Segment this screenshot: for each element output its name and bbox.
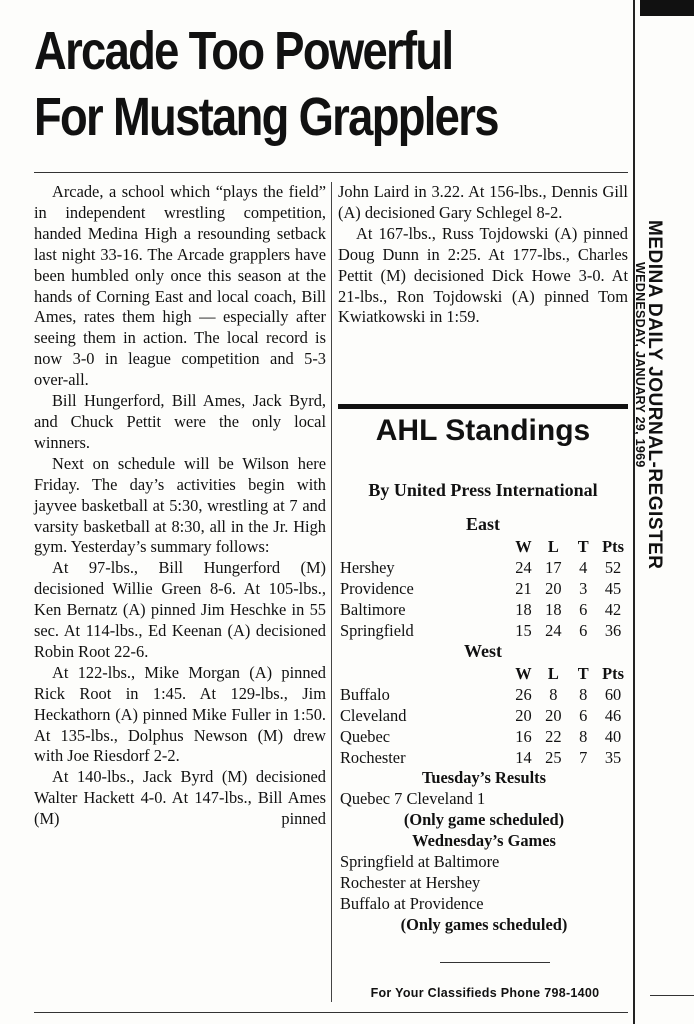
losses: 22: [545, 726, 562, 746]
points: 40: [604, 726, 622, 746]
team-name: Cleveland: [340, 705, 407, 725]
team-name: Baltimore: [340, 599, 406, 619]
column-divider: [331, 182, 332, 1002]
standings-title: AHL Standings: [375, 414, 591, 447]
west-standings-table: [340, 664, 628, 769]
ties: 6: [579, 705, 588, 725]
column-header: L: [547, 664, 559, 683]
table-row: [340, 748, 628, 769]
wins: 26: [515, 684, 532, 704]
team-name: Rochester: [340, 747, 406, 767]
ties: 7: [579, 747, 588, 767]
points: 35: [604, 747, 622, 767]
points: 36: [604, 620, 622, 640]
schedule-note: (Only game scheduled): [403, 809, 565, 829]
losses: 24: [545, 620, 562, 640]
article-paragraph: Arcade, a school which “plays the field” in independent wrestling competition, handed Medina High a resounding setback last night 33-16. The Arcade grapplers have been humbled only once this season at the hands of Corning East and local coach, Bill Ames, rates them high — especially after seeing them in action. The local record is now 3-0 in league competition and 5-3 over-all.: [34, 182, 326, 390]
table-header-row: [340, 664, 628, 685]
wins: 21: [515, 578, 532, 598]
wins: 15: [515, 620, 532, 640]
wednesday-games-heading: Wednesday’s Games: [412, 831, 556, 850]
headline-line-1: Arcade Too Powerful: [34, 21, 453, 81]
team-name: Providence: [340, 578, 414, 598]
table-row: [340, 600, 628, 621]
wins: 20: [515, 705, 532, 725]
losses: 17: [545, 557, 562, 577]
article-paragraph: Bill Hungerford, Bill Ames, Jack Byrd, and Chuck Pettit were the only local winners.: [34, 391, 326, 452]
losses: 20: [545, 705, 562, 725]
headline-line-2: For Mustang Grapplers: [34, 87, 498, 147]
column-header: T: [577, 664, 589, 683]
dateline: WEDNESDAY, JANUARY 29, 1969: [633, 262, 647, 468]
team-name: Hershey: [340, 557, 395, 577]
ties: 4: [579, 557, 588, 577]
schedule-note: (Only games scheduled): [400, 914, 568, 934]
west-division-heading: West: [464, 641, 502, 661]
column-header: W: [515, 664, 532, 683]
table-row: [340, 706, 628, 727]
wednesday-games: [340, 831, 628, 936]
page-gutter-line: [633, 0, 635, 1024]
game-line: Springfield at Baltimore: [340, 851, 500, 871]
column-header: [340, 537, 509, 558]
table-row: [340, 621, 628, 642]
team-name: Buffalo: [340, 684, 390, 704]
adjacent-page-fragment: [640, 0, 694, 16]
standings-source: By United Press International: [368, 480, 598, 500]
article-paragraph: At 167-lbs., Russ Tojdowski (A) pinned Doug Dunn in 2:25. At 177-lbs., Charles Pettit (M) decisioned Dick Howe 3-0. At 21-lbs., Ron Tojdowski (A) pinned Tom Kwiatkowski in 1:59.: [338, 223, 628, 327]
column-header: [340, 664, 509, 685]
article-continuation: John Laird in 3.22. At 156-lbs., Dennis Gill (A) decisioned Gary Schlegel 8-2.: [338, 182, 628, 222]
standings-rule: [338, 404, 628, 409]
table-row: [340, 579, 628, 600]
points: 52: [604, 557, 622, 577]
game-line: Buffalo at Providence: [340, 893, 484, 913]
margin-rule: [650, 995, 694, 996]
wins: 16: [515, 726, 532, 746]
east-division-heading: East: [465, 514, 500, 534]
points: 45: [604, 578, 622, 598]
classified-ad-line: For Your Classifieds Phone 798-1400: [370, 986, 600, 1000]
column-header: Pts: [602, 664, 624, 683]
article-paragraph: Next on schedule will be Wilson here Friday. The day’s activities begin with jayvee basketball at 5:30, wrestling at 7 and varsity basketball at 8:30, all in the Jr. High gym. Yesterday’s summary follows:: [34, 453, 326, 557]
wins: 18: [515, 599, 532, 619]
team-name: Springfield: [340, 620, 414, 640]
ties: 6: [579, 599, 588, 619]
points: 60: [604, 684, 622, 704]
losses: 25: [545, 747, 562, 767]
column-header: Pts: [602, 537, 624, 556]
points: 42: [604, 599, 622, 619]
table-row: [340, 685, 628, 706]
masthead: MEDINA DAILY JOURNAL-REGISTER: [644, 220, 665, 570]
article-paragraph: At 97-lbs., Bill Hungerford (M) decisioned Willie Green 8-6. At 105-lbs., Ken Bernatz (A) pinned Jim Heschke in 55 sec. At 114-lbs., Ed Keenan (A) decisioned Robin Root 22-6.: [34, 558, 326, 661]
ties: 6: [579, 620, 588, 640]
article-paragraph: At 122-lbs., Mike Morgan (A) pinned Rick Root in 1:45. At 129-lbs., Jim Heckathorn (A) pinned Mike Fuller in 1:50. At 135-lbs., Dolphus Newson (M) drew with Joe Riesdorf 2-2.: [34, 662, 326, 766]
tuesday-results-heading: Tuesday’s Results: [421, 768, 547, 787]
east-standings-table: [340, 537, 628, 642]
game-line: Rochester at Hershey: [340, 872, 481, 892]
losses: 20: [545, 578, 562, 598]
result-line: Quebec 7 Cleveland 1: [340, 788, 486, 808]
headline: [34, 18, 538, 150]
points: 46: [604, 705, 622, 725]
bottom-rule: [34, 1012, 628, 1013]
divider: [440, 962, 550, 963]
column-header: T: [577, 537, 589, 556]
ties: 3: [579, 578, 588, 598]
losses: 8: [549, 684, 558, 704]
table-row: [340, 727, 628, 748]
losses: 18: [545, 599, 562, 619]
ties: 8: [579, 726, 588, 746]
wins: 24: [515, 557, 532, 577]
headline-rule: [34, 172, 628, 173]
team-name: Quebec: [340, 726, 391, 746]
article-column-2: [338, 182, 628, 328]
table-header-row: [340, 537, 628, 558]
column-header: W: [515, 537, 532, 556]
column-header: L: [547, 537, 559, 556]
tuesday-results: [340, 768, 628, 831]
wins: 14: [515, 747, 532, 767]
article-column-1: [34, 182, 326, 830]
table-row: [340, 558, 628, 579]
ties: 8: [579, 684, 588, 704]
article-paragraph: At 140-lbs., Jack Byrd (M) decisioned Walter Hackett 4-0. At 147-lbs., Bill Ames (M) pinned: [34, 767, 326, 829]
